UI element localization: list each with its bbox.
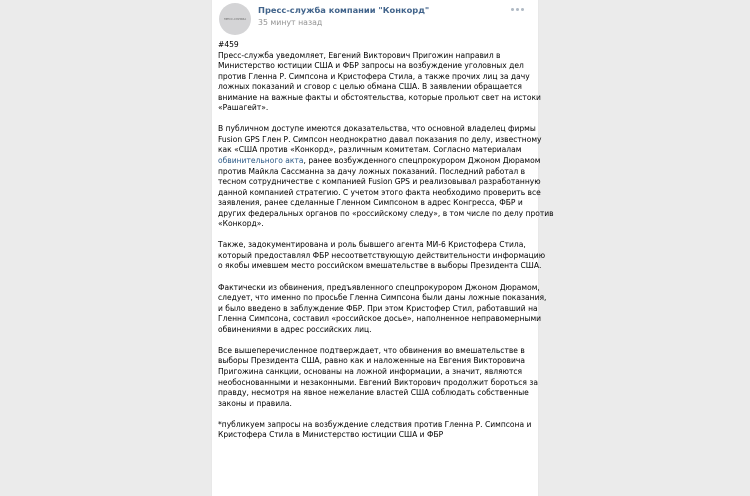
avatar-label: ПРЕСС-СЛУЖБА bbox=[223, 17, 247, 21]
text-line: внимание на важные факты и обстоятельства, которые прольют свет на истоки bbox=[218, 92, 541, 102]
text-line: Гленна Симпсона, составил «российское досье», наполненное неправомерными bbox=[218, 314, 542, 324]
paragraph-5 bbox=[218, 346, 542, 409]
text-line: ложных показаний и сговор с целью обмана США. В заявлении обращается bbox=[218, 82, 522, 92]
text-line: правду, несмотря на явное нежелание властей США соблюдать собственные bbox=[218, 388, 529, 398]
more-horizontal-icon bbox=[511, 8, 514, 11]
text-line bbox=[218, 156, 542, 167]
text-line: Министерство юстиции США и ФБР запросы на возбуждение уголовных дел bbox=[218, 61, 524, 71]
text-line: Кристофера Стила в Министерство юстиции США и ФБР bbox=[218, 430, 444, 440]
text-line: следует, что именно по просьбе Гленна Симпсона были даны ложные показания, bbox=[218, 293, 547, 303]
paragraph-4 bbox=[218, 282, 547, 336]
paragraph-2 bbox=[218, 124, 554, 229]
text-line: как «США против «Конкорд», различным комитетам. Согласно материалам bbox=[218, 145, 522, 155]
author-link[interactable]: Пресс-служба компании "Конкорд" bbox=[258, 5, 430, 15]
hashtag: #459 bbox=[218, 40, 239, 49]
text-line: который предоставлял ФБР несоответствующую действительности информацию bbox=[218, 250, 546, 260]
text-line: против Майкла Сассманна за дачу ложных показаний. Последний работал в bbox=[218, 166, 526, 176]
text-line: «Рашагейт». bbox=[218, 103, 269, 113]
text-fragment: , ранее возбужденного спецпрокурором Джоном Дюрамом bbox=[303, 156, 541, 166]
post-card bbox=[212, 0, 554, 496]
paragraph-3 bbox=[218, 240, 546, 272]
text-line: необоснованными и незаконными. Евгений Викторович продолжит бороться за bbox=[218, 377, 538, 387]
more-options-button[interactable] bbox=[509, 6, 526, 13]
text-line: против Гленна Р. Симпсона и Кристофера Стила, а также прочих лиц за дачу bbox=[218, 71, 530, 81]
text-line: В публичном доступе имеются доказательства, что основной владелец фирмы bbox=[218, 124, 536, 134]
text-line: законы и правила. bbox=[218, 398, 292, 408]
text-line: обвинениями в адрес российских лиц. bbox=[218, 324, 372, 334]
text-line: выборы Президента США, равно как и наложенные на Евгения Викторовича bbox=[218, 356, 525, 366]
text-line: Fusion GPS Глен Р. Симпсон неоднократно давал показания по делу, известному bbox=[218, 134, 542, 144]
text-line: заявления, ранее сделанные Гленном Симпсоном в адрес Конгресса, ФБР и bbox=[218, 198, 523, 208]
paragraph-6 bbox=[218, 420, 542, 441]
text-line: Пригожина санкции, основаны на ложной информации, а значит, являются bbox=[218, 366, 523, 376]
more-horizontal-icon bbox=[516, 8, 519, 11]
text-line: Также, задокументирована и роль бывшего агента МИ-6 Кристофера Стила, bbox=[218, 240, 526, 250]
text-line: Фактически из обвинения, предъявленного спецпрокурором Джоном Дюрамом, bbox=[218, 282, 540, 292]
text-line: и было введено в заблуждение ФБР. При этом Кристофер Стил, работавший на bbox=[218, 303, 538, 313]
more-horizontal-icon bbox=[521, 8, 524, 11]
text-line: других федеральных органов по «российскому следу», в том числе по делу против bbox=[218, 208, 554, 218]
avatar[interactable] bbox=[219, 3, 251, 35]
text-line: тесном сотрудничестве с компанией Fusion GPS и реализовывал разработанную bbox=[218, 177, 541, 187]
text-line: данной компанией стратегию. С учетом этого факта необходимо проверить все bbox=[218, 187, 541, 197]
post-timestamp[interactable]: 35 минут назад bbox=[258, 18, 323, 27]
post-text bbox=[218, 40, 554, 451]
text-line: «Конкорд». bbox=[218, 219, 264, 229]
text-line: *публикуем запросы на возбуждение следствия против Гленна Р. Симпсона и bbox=[218, 419, 532, 429]
text-line: о якобы имевшем место российском вмешательстве в выборы Президента США. bbox=[218, 261, 542, 271]
paragraph-1 bbox=[218, 51, 542, 114]
indictment-link[interactable]: обвинительного акта bbox=[218, 156, 304, 166]
text-line: Все вышеперечисленное подтверждает, что обвинения во вмешательстве в bbox=[218, 345, 525, 355]
post-header bbox=[212, 0, 538, 38]
text-line: Пресс-служба уведомляет, Евгений Викторович Пригожин направил в bbox=[218, 50, 501, 60]
